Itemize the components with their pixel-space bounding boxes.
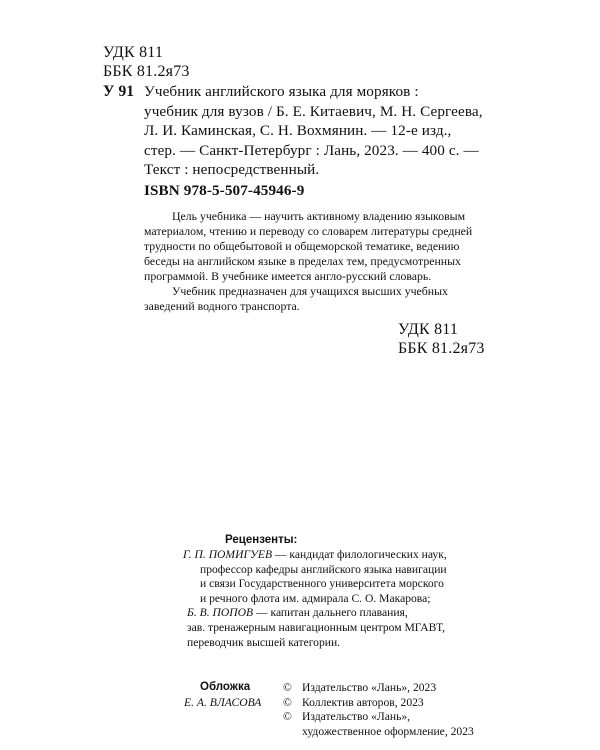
reviewer-1-name: Г. П. ПОМИГУЕВ [183, 548, 273, 561]
annotation-line-6: Учебник предназначен для учащихся высших учебных [172, 284, 448, 298]
isbn: ISBN 978-5-507-45946-9 [144, 182, 305, 199]
reviewer-2 [187, 606, 408, 621]
entry-line-3: Л. И. Каминская, С. Н. Вохмянин. — 12-е изд., [144, 122, 452, 139]
reviewer-1-line-3: и связи Государственного университета морского [200, 577, 444, 591]
copyright-item-1: Издательство «Лань», 2023 [302, 681, 437, 694]
udk-top: УДК 811 [103, 44, 164, 61]
entry-line-1: Учебник английского языка для моряков : [144, 83, 419, 100]
reviewer-2-name: Б. В. ПОПОВ [187, 606, 254, 620]
annotation-line-5: программой. В учебнике имеется англо-русский словарь. [144, 269, 432, 283]
copyright-symbol-2: © [283, 695, 292, 709]
reviewer-2-title: — капитан дальнего плавания, [253, 606, 408, 620]
annotation-line-7: заведений водного транспорта. [144, 299, 300, 313]
entry-line-4: стер. — Санкт-Петербург : Лань, 2023. — 400 с. — [144, 141, 479, 159]
annotation-line-2: материалом, чтению и переводу со словарем литературы средней [144, 224, 473, 238]
reviewer-1 [183, 548, 447, 563]
reviewer-1-title: — кандидат филологических наук, [272, 548, 447, 561]
cover-label: Обложка [200, 681, 251, 693]
udk-bottom: УДК 811 [398, 321, 459, 338]
annotation-line-1: Цель учебника — научить активному владению языковым [172, 209, 466, 223]
copyright-continuation: художественное оформление, 2023 [302, 724, 474, 738]
bbk-top: ББК 81.2я73 [103, 63, 190, 80]
annotation-line-4: беседы на английском языке в пределах тем, предусмотренных [144, 254, 461, 268]
reviewer-2-line-3: переводчик высшей категории. [187, 635, 341, 649]
entry-line-5: Текст : непосредственный. [144, 161, 320, 178]
reviewer-2-line-2: зав. тренажерным навигационным центром МГАВТ, [187, 621, 445, 634]
reviewer-1-line-2: профессор кафедры английского языка навигации [200, 562, 447, 576]
reviewers-heading: Рецензенты: [225, 534, 298, 546]
copyright-symbol-1: © [283, 681, 292, 694]
copyright-symbol-3: © [283, 710, 292, 724]
entry-line-2: учебник для вузов / Б. Е. Китаевич, М. Н. Сергеева, [144, 102, 483, 120]
author-mark: У 91 [103, 83, 135, 100]
copyright-item-2: Коллектив авторов, 2023 [302, 695, 424, 709]
annotation-line-3: трудности по общебытовой и общеморской тематике, ведению [144, 239, 460, 253]
reviewer-1-line-4: и речного флота им. адмирала С. О. Макарова; [200, 591, 431, 605]
copyright-item-3: Издательство «Лань», [302, 710, 411, 724]
cover-designer: Е. А. ВЛАСОВА [184, 696, 262, 709]
bbk-bottom: ББК 81.2я73 [398, 340, 485, 357]
